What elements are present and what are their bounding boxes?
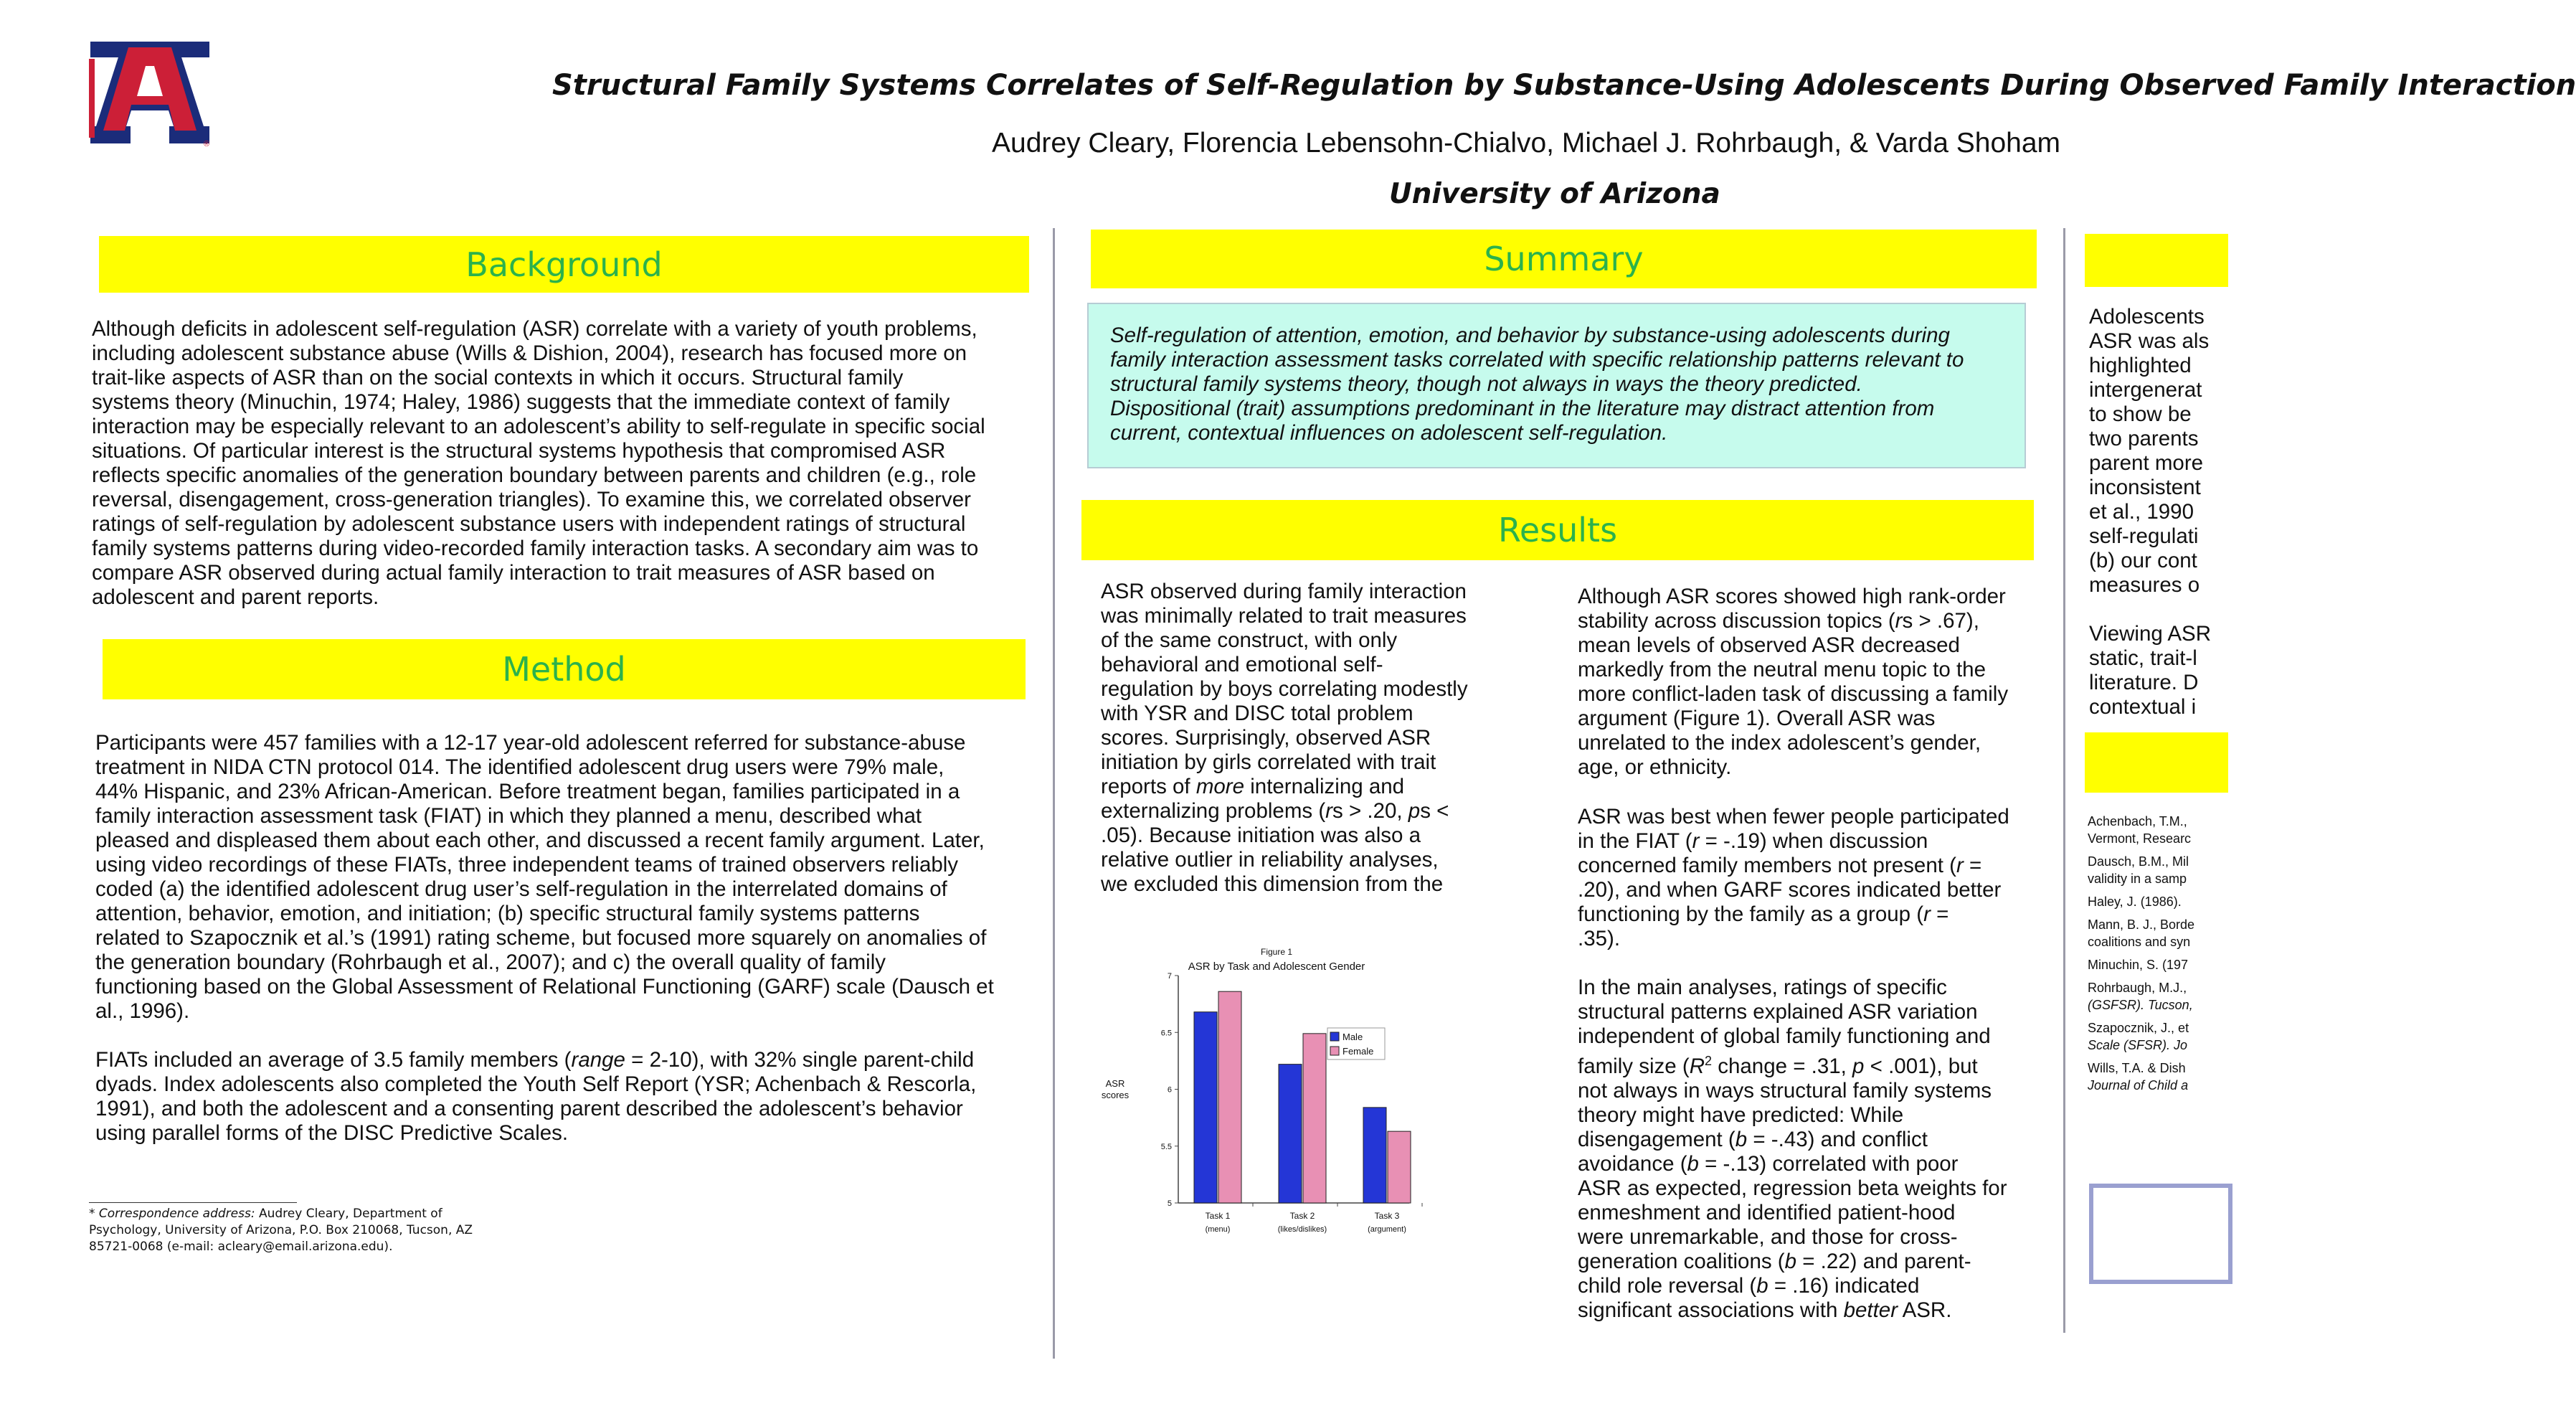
reference-line: Haley, J. (1986). (2088, 895, 2182, 909)
chart-y-tick-label: 6.5 (1160, 1029, 1172, 1038)
reference-line: Rohrbaugh, M.J., (2088, 981, 2187, 995)
reference-line: Scale (SFSR). Jo (2088, 1038, 2188, 1052)
results-heading: Results (1081, 500, 2034, 560)
chart-legend-swatch-male (1330, 1032, 1339, 1041)
chart-x-tick-sublabel: (menu) (1205, 1225, 1231, 1234)
results-right-text-2: ASR was best when fewer people participated in the FIAT (r = -.19) when discussion concerned family members not present (r = .20), and when GARF scores indicated better functioning by the family as a group (r = .35). (1578, 805, 2009, 950)
chart-legend-label-female: Female (1343, 1046, 1374, 1057)
reference-line: Szapocznik, J., et (2088, 1021, 2189, 1035)
reference-line: Achenbach, T.M., (2088, 814, 2187, 829)
figure-1 (1094, 943, 1424, 1245)
right-frame-box (2089, 1184, 2232, 1284)
chart-legend-swatch-female (1330, 1047, 1339, 1055)
summary-heading: Summary (1091, 230, 2037, 288)
background-text: Although deficits in adolescent self-regulation (ASR) correlate with a variety of youth problems, including adolescent substance abuse (Wills & Dishion, 2004), research has focused more on trait-like aspects of ASR than on the social contexts in which it occurs. Structural family systems theory (Minuchin, 1974; Haley, 1986) suggests that the immediate context of family interaction may be especially relevant to an adolescent’s ability to self-regulate in specific social situations. Of particular interest is the structural systems hypothesis that compromised ASR reflects specific anomalies of the generation boundary between parents and children (e.g., role reversal, disengagement, cross-generation triangles). To examine this, we correlated observer ratings of self-regulation by adolescent substance users with independent ratings of structural family systems patterns during video-recorded family interaction tasks. A secondary aim was to compare ASR observed during actual family interaction to trait measures of ASR based on adolescent and parent reports. (92, 317, 985, 609)
column3-text-2: Viewing ASR static, trait-l literature. D contextual i (2089, 622, 2211, 719)
column3-heading-band-1 (2085, 234, 2228, 287)
chart-y-axis-label: ASR (1105, 1078, 1125, 1089)
reference-line: Dausch, B.M., Mil (2088, 854, 2189, 869)
chart-y-axis-label: scores (1101, 1090, 1130, 1100)
correspondence-rule (89, 1202, 297, 1203)
chart-y-tick-label: 6 (1167, 1085, 1172, 1095)
chart-y-tick-label: 7 (1167, 972, 1172, 981)
chart-x-tick-label: Task 2 (1289, 1211, 1315, 1221)
chart-figure-label: Figure 1 (1260, 947, 1293, 957)
background-heading: Background (99, 236, 1029, 293)
reference-line: Journal of Child a (2088, 1078, 2189, 1092)
chart-title: ASR by Task and Adolescent Gender (1188, 960, 1365, 973)
reference-line: Vermont, Researc (2088, 831, 2192, 846)
asr-bar-chart (1094, 943, 1424, 1245)
summary-text: Self-regulation of attention, emotion, and behavior by substance-using adolescents during family interaction assessment tasks correlated with specific relationship patterns relevant to structural family systems theory, though not always in ways the theory predicted. Dispositional (trait) assumptions predominant in the literature may distract attention from current, contextual influences on adolescent self-regulation. (1110, 324, 1964, 445)
summary-box (1087, 303, 2026, 468)
chart-bar-male (1194, 1012, 1217, 1203)
correspondence-label: * Correspondence address: (89, 1207, 255, 1221)
column3-heading-band-2 (2085, 732, 2228, 793)
chart-bar-male (1363, 1108, 1386, 1203)
reference-line: (GSFSR). Tucson, (2088, 998, 2193, 1012)
method-heading: Method (103, 639, 1026, 699)
chart-bar-female (1303, 1034, 1326, 1203)
results-right-text-3: In the main analyses, ratings of specific structural patterns explained ASR variation independent of global family functioning and family size ($R^2$ change = .31, p < .001), but not always in ways structural family systems theory might have predicted: While disengagement (b = -.43) and conflict avoidance (b = -.13) correlated with poor ASR as expected, regression beta weights for enmeshment and identified patient-hood were unremarkable, and those for cross- generation coalitions (b = .22) and parent- child role reversal (b = .16) indicated significant associations with better ASR. (1578, 976, 2007, 1322)
reference-line: Wills, T.A. & Dish (2088, 1061, 2186, 1075)
chart-legend-label-male: Male (1343, 1032, 1363, 1042)
column3-text-1: Adolescents ASR was als highlighted intergenerat to show be two parents parent more inconsistent et al., 1990 self-regulati (b) our cont measures o (2089, 305, 2210, 597)
chart-x-tick-sublabel: (argument) (1368, 1225, 1406, 1234)
correspondence-note: * Correspondence address: Audrey Cleary, Department of Psychology, University of Arizona, P.O. Box 210068, Tucson, AZ 85721-0068 (e-mail: acleary@email.arizona.edu). (89, 1207, 473, 1254)
reference-line: Minuchin, S. (197 (2088, 958, 2189, 972)
chart-x-tick-label: Task 1 (1205, 1211, 1231, 1221)
poster-affiliation: University of Arizona (1389, 178, 1720, 210)
poster-title: Structural Family Systems Correlates of Self-Regulation by Substance-Using Adolescents During Observed Family Interaction (552, 69, 2576, 102)
chart-y-tick-label: 5.5 (1160, 1142, 1172, 1151)
chart-x-tick-label: Task 3 (1374, 1211, 1400, 1221)
column-divider-2 (2063, 228, 2065, 1333)
method-text-1: Participants were 457 families with a 12-17 year-old adolescent referred for substance-abuse treatment in NIDA CTN protocol 014. The identified adolescent drug users were 79% male, 44% Hispanic, and 23% African-American. Before treatment began, families participated in a family interaction assessment task (FIAT) in which they planned a menu, described what pleased and displeased them about each other, and discussed a recent family argument. Later, using video recordings of these FIATs, three independent teams of trained observers reliably coded (a) the identified adolescent drug user’s self-regulation in the interrelated domains of attention, behavior, emotion, and initiation; (b) specific structural family systems patterns related to Szapocznik et al.’s (1991) rating scheme, but focused more squarely on anomalies of the generation boundary (Rohrbaugh et al., 2007); and c) the overall quality of family functioning based on the Global Assessment of Relational Functioning (GARF) scale (Dausch et al., 1996). (95, 731, 994, 1023)
chart-bar-female (1218, 991, 1241, 1203)
results-right-text-1: Although ASR scores showed high rank-order stability across discussion topics (rs > .67), mean levels of observed ASR decreased markedly from the neutral menu topic to the more conflict-laden task of discussing a family argument (Figure 1). Overall ASR was unrelated to the index adolescent’s gender, age, or ethnicity. (1578, 585, 2009, 779)
column-divider-1 (1053, 228, 1055, 1359)
reference-line: coalitions and syn (2088, 935, 2191, 949)
university-logo (89, 42, 211, 148)
references-list (2088, 813, 2202, 1094)
chart-x-tick-sublabel: (likes/dislikes) (1277, 1225, 1327, 1234)
chart-y-tick-label: 5 (1167, 1199, 1172, 1208)
reference-line: validity in a samp (2088, 872, 2187, 886)
results-left-text: ASR observed during family interaction was minimally related to trait measures of the same construct, with only behavioral and emotional self- regulation by boys correlating modestly with YSR and DISC total problem scores. Surprisingly, observed ASR initiation by girls correlated with trait reports of more internalizing and externalizing problems (rs > .20, ps < .05). Because initiation was also a relative outlier in reliability analyses, we excluded this dimension from the (1101, 580, 1468, 896)
poster-authors: Audrey Cleary, Florencia Lebensohn-Chialvo, Michael J. Rohrbaugh, & Varda Shoham (992, 128, 2061, 159)
method-text-2: FIATs included an average of 3.5 family members (range = 2-10), with 32% single parent-child dyads. Index adolescents also completed the Youth Self Report (YSR; Achenbach & Rescorla, 1991), and both the adolescent and a consenting parent described the adolescent’s behavior using parallel forms of the DISC Predictive Scales. (95, 1048, 977, 1145)
chart-bar-female (1388, 1131, 1411, 1203)
svg-text:®: ® (204, 140, 210, 148)
chart-bar-male (1279, 1065, 1302, 1203)
reference-line: Mann, B. J., Borde (2088, 917, 2195, 932)
